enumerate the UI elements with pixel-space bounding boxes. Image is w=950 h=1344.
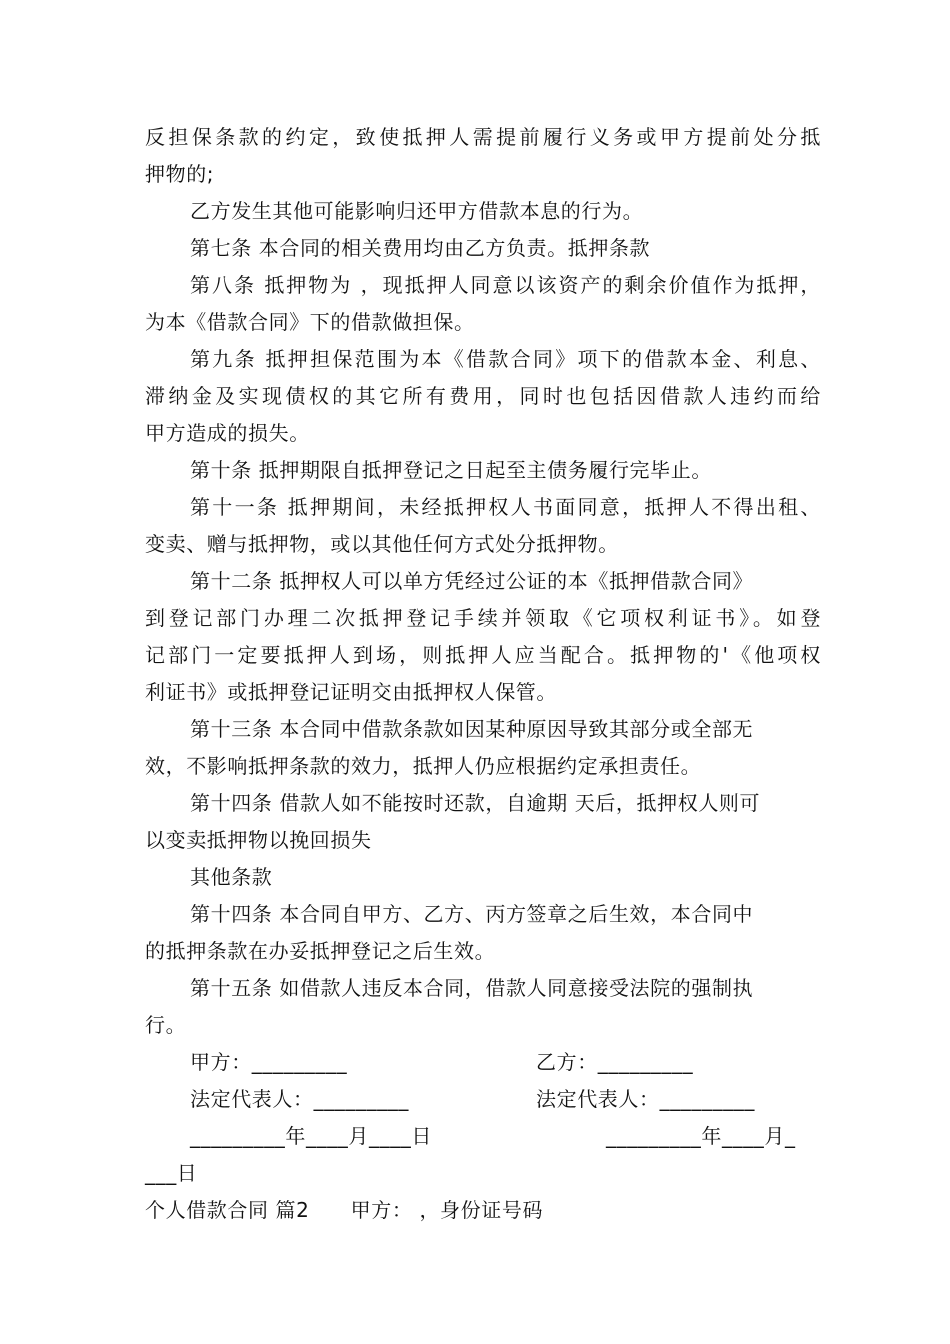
party-b-representative: 法定代表人：_________ (536, 1087, 755, 1111)
text-line: 乙方发生其他可能影响归还甲方借款本息的行为。 (190, 199, 644, 223)
text-line: 行。 (145, 1013, 187, 1037)
next-contract-heading: 个人借款合同 篇2 甲方： ，身份证号码 (145, 1198, 544, 1222)
text-line: 变卖、赠与抵押物，或以其他任何方式处分抵押物。 (145, 532, 619, 556)
text-line: 第十二条 抵押权人可以单方凭经过公证的本《抵押借款合同》 (190, 569, 754, 593)
text-line: 第十四条 借款人如不能按时还款，自逾期 天后，抵押权人则可 (190, 791, 761, 815)
text-line: 到登记部门办理二次抵押登记手续并领取《它项权利证书》。如登 (145, 606, 821, 630)
text-line: 第十五条 如借款人违反本合同，借款人同意接受法院的强制执 (190, 976, 754, 1000)
text-line: 第十一条 抵押期间，未经抵押权人书面同意，抵押人不得出租、 (190, 495, 821, 519)
party-b-signature: 乙方：_________ (536, 1050, 694, 1074)
party-b-date-cont: ___日 (145, 1161, 198, 1185)
text-line: 以变卖抵押物以挽回损失 (145, 828, 372, 852)
text-line: 记部门一定要抵押人到场，则抵押人应当配合。抵押物的'《他项权 (145, 643, 821, 667)
text-line: 第七条 本合同的相关费用均由乙方负责。抵押条款 (190, 236, 651, 260)
text-line: 的抵押条款在办妥抵押登记之后生效。 (145, 939, 496, 963)
text-line: 为本《借款合同》下的借款做担保。 (145, 310, 475, 334)
party-a-date: _________年____月____日 (190, 1124, 432, 1148)
party-a-representative: 法定代表人：_________ (190, 1087, 409, 1111)
section-heading: 其他条款 (190, 865, 273, 889)
text-line: 第八条 抵押物为 ，现抵押人同意以该资产的剩余价值作为抵押， (190, 273, 821, 297)
text-line: 第十三条 本合同中借款条款如因某种原因导致其部分或全部无 (190, 717, 754, 741)
party-a-signature: 甲方：_________ (190, 1050, 348, 1074)
text-line: 反担保条款的约定，致使抵押人需提前履行义务或甲方提前处分抵 (145, 125, 821, 149)
text-line: 效，不影响抵押条款的效力，抵押人仍应根据约定承担责任。 (145, 754, 702, 778)
text-line: 第九条 抵押担保范围为本《借款合同》项下的借款本金、利息、 (190, 347, 821, 371)
text-line: 第十四条 本合同自甲方、乙方、丙方签章之后生效，本合同中 (190, 902, 754, 926)
text-line: 利证书》或抵押登记证明交由抵押权人保管。 (145, 680, 557, 704)
text-line: 甲方造成的损失。 (145, 421, 310, 445)
text-line: 第十条 抵押期限自抵押登记之日起至主债务履行完毕止。 (190, 458, 712, 482)
party-b-date: _________年____月_ (606, 1124, 796, 1148)
text-line: 押物的; (145, 162, 215, 186)
text-line: 滞纳金及实现债权的其它所有费用，同时也包括因借款人违约而给 (145, 384, 821, 408)
